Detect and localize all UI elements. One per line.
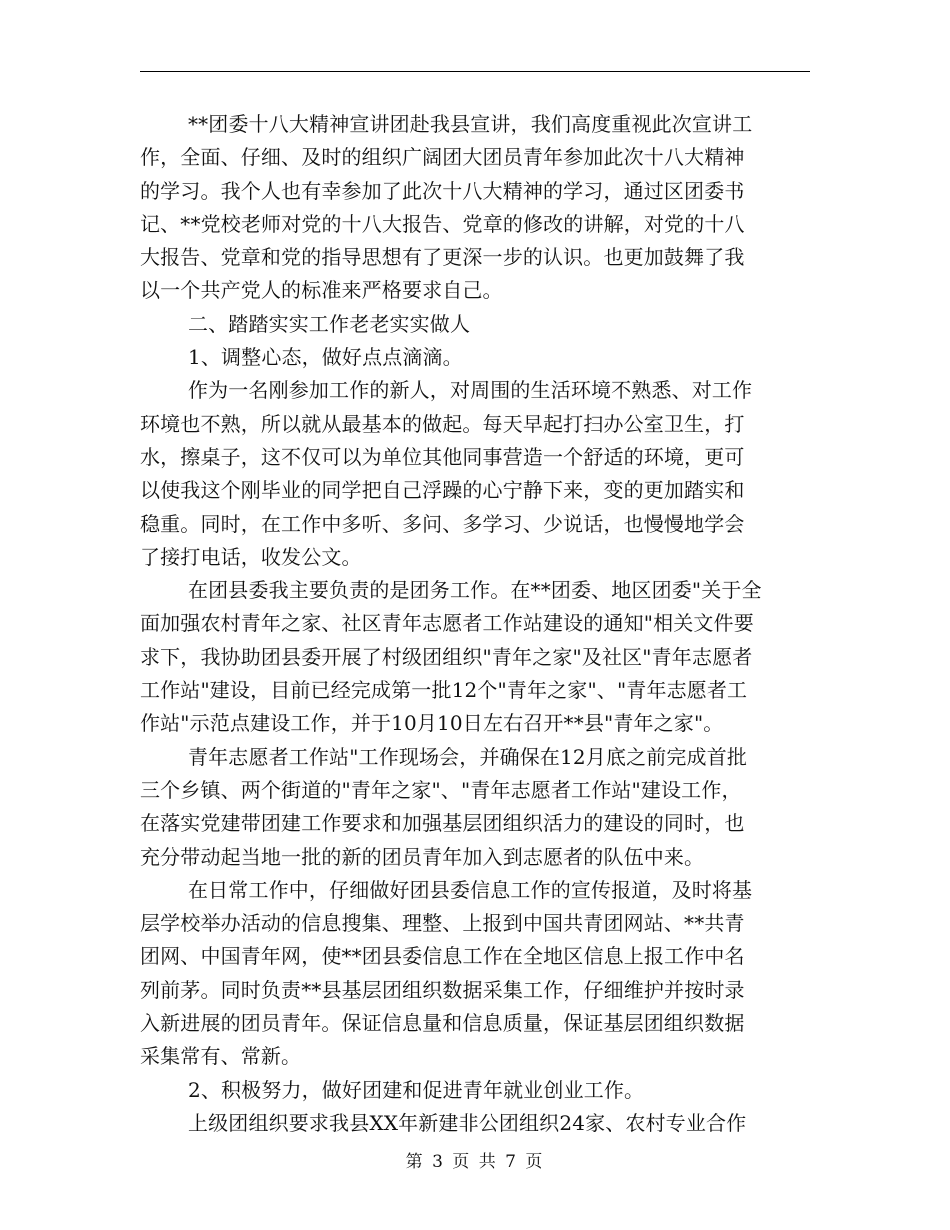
text-line: 稳重。同时，在工作中多听、多问、多学习、少说话，也慢慢地学会 <box>140 511 745 536</box>
text-line: 水，擦桌子，这不仅可以为单位其他同事营造一个舒适的环境，更可 <box>140 444 745 469</box>
text-line: 1、调整心态，做好点点滴滴。 <box>188 345 463 370</box>
text-line: 大报告、党章和党的指导思想有了更深一步的认识。也更加鼓舞了我 <box>140 245 745 270</box>
text-line: 层学校举办活动的信息搜集、理整、上报到中国共青团网站、**共青 <box>140 911 745 936</box>
text-line: 三个乡镇、两个街道的"青年之家"、"青年志愿者工作站"建设工作， <box>140 777 742 802</box>
text-line: 采集常有、常新。 <box>140 1044 302 1069</box>
text-line: 充分带动起当地一批的新的团员青年加入到志愿者的队伍中来。 <box>140 844 705 869</box>
text-line: 工作站"建设，目前已经完成第一批12个"青年之家"、"青年志愿者工 <box>140 678 748 703</box>
text-line: 青年志愿者工作站"工作现场会，并确保在12月底之前完成首批 <box>188 744 747 769</box>
text-line: 记、**党校老师对党的十八大报告、党章的修改的讲解，对党的十八 <box>140 211 745 236</box>
text-line: 作，全面、仔细、及时的组织广阔团大团员青年参加此次十八大精神 <box>140 145 745 170</box>
header-rule <box>140 71 810 72</box>
text-line: 2、积极努力，做好团建和促进青年就业创业工作。 <box>188 1077 645 1102</box>
page-footer: 第 3 页 共 7 页 <box>405 1152 545 1172</box>
text-line: 在团县委我主要负责的是团务工作。在**团委、地区团委"关于全 <box>188 578 762 603</box>
text-line: 上级团组织要求我县XX年新建非公团组织24家、农村专业合作 <box>188 1110 747 1135</box>
text-line: 求下，我协助团县委开展了村级团组织"青年之家"及社区"青年志愿者 <box>140 644 753 669</box>
text-line: 以使我这个刚毕业的同学把自己浮躁的心宁静下来，变的更加踏实和 <box>140 478 745 503</box>
text-line: 了接打电话，收发公文。 <box>140 544 362 569</box>
text-line: 作站"示范点建设工作，并于10月10日左右召开**县"青年之家"。 <box>140 711 724 736</box>
text-line: 的学习。我个人也有幸参加了此次十八大精神的学习，通过区团委书 <box>140 178 745 203</box>
text-line: 列前茅。同时负责**县基层团组织数据采集工作，仔细维护并按时录 <box>140 977 745 1002</box>
text-line: 团网、中国青年网，使**团县委信息工作在全地区信息上报工作中名 <box>140 944 745 969</box>
text-line: 面加强农村青年之家、社区青年志愿者工作站建设的通知"相关文件要 <box>140 611 754 636</box>
text-line: **团委十八大精神宣讲团赴我县宣讲，我们高度重视此次宣讲工 <box>188 112 753 136</box>
text-line: 作为一名刚参加工作的新人，对周围的生活环境不熟悉、对工作 <box>188 378 753 403</box>
text-line: 在落实党建带团建工作要求和加强基层团组织活力的建设的同时，也 <box>140 811 745 836</box>
text-line: 以一个共产党人的标准来严格要求自己。 <box>140 278 503 303</box>
text-line: 二、踏踏实实工作老老实实做人 <box>188 311 471 336</box>
text-line: 入新进展的团员青年。保证信息量和信息质量，保证基层团组织数据 <box>140 1011 745 1036</box>
text-line: 在日常工作中，仔细做好团县委信息工作的宣传报道，及时将基 <box>188 877 753 902</box>
document-body <box>140 108 792 1140</box>
text-line: 环境也不熟，所以就从最基本的做起。每天早起打扫办公室卫生，打 <box>140 411 745 436</box>
